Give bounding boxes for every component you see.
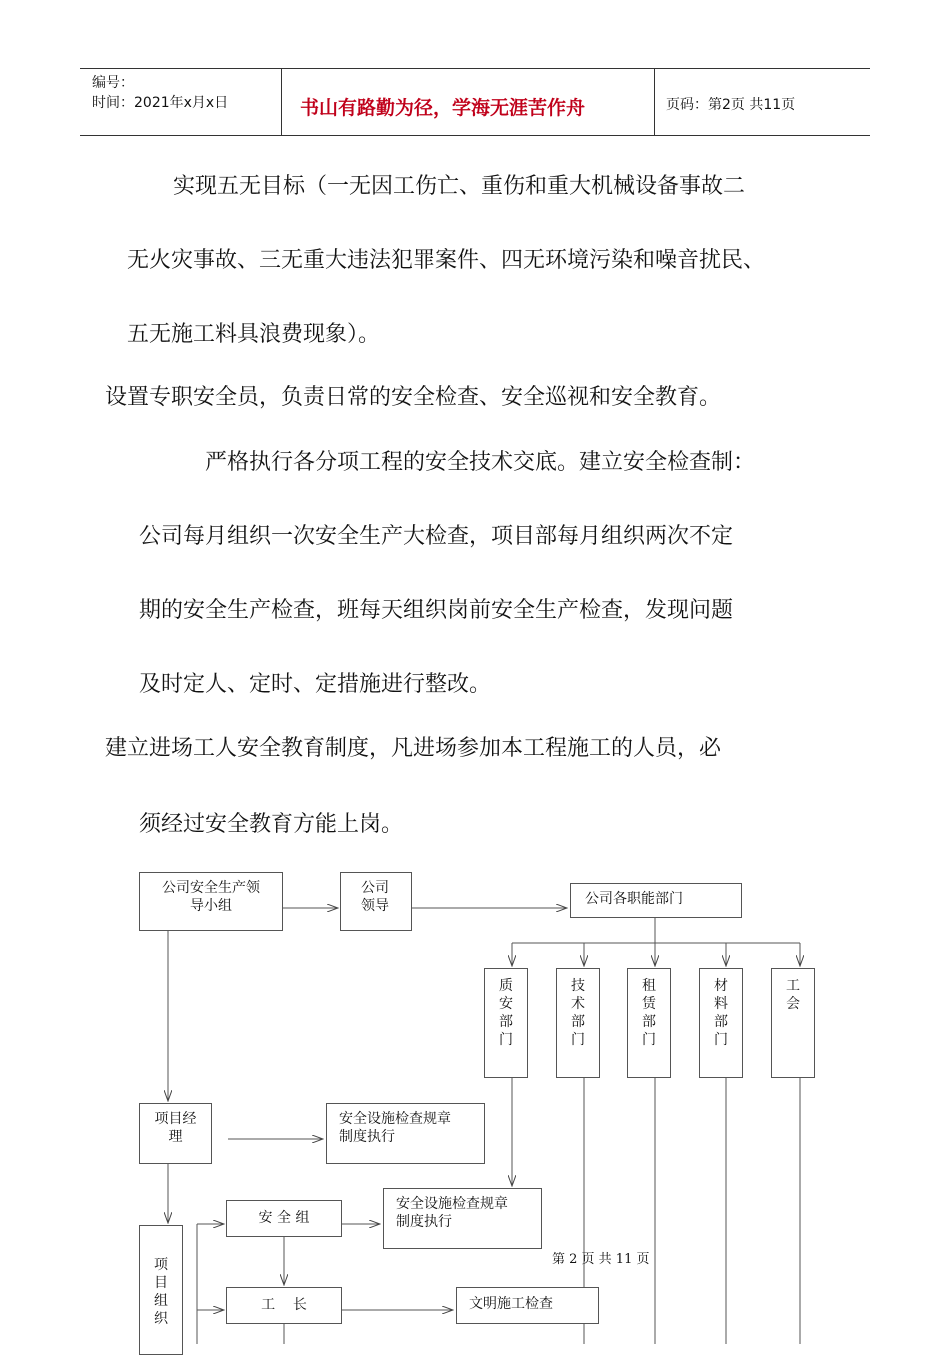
paragraph-line-4: 设置专职安全员，负责日常的安全检查、安全巡视和安全教育。 bbox=[105, 385, 722, 410]
box-materials-dept: 材 料 部 门 bbox=[699, 968, 743, 1078]
box-quality-safety-dept: 质 安 部 门 bbox=[484, 968, 528, 1078]
box-civilized-construction-check: 文明施工检查 bbox=[456, 1287, 599, 1324]
box-project-organization: 项 目 组 织 bbox=[139, 1225, 183, 1355]
box-safety-team: 安 全 组 bbox=[226, 1200, 342, 1237]
paragraph-line-7: 期的安全生产检查，班每天组织岗前安全生产检查，发现问题 bbox=[139, 598, 734, 623]
document-date: 时间：2021年x月x日 bbox=[92, 95, 229, 111]
box-leasing-dept: 租 赁 部 门 bbox=[627, 968, 671, 1078]
box-union: 工 会 bbox=[771, 968, 815, 1078]
document-number-label: 编号： bbox=[92, 75, 134, 91]
box-rules-execution-2: 安全设施检查规章 制度执行 bbox=[383, 1188, 542, 1249]
paragraph-line-5: 严格执行各分项工程的安全技术交底。建立安全检查制： bbox=[205, 450, 756, 475]
header-motto: 书山有路勤为径，学海无涯苦作舟 bbox=[300, 97, 586, 119]
box-leader-group: 公司安全生产领 导小组 bbox=[139, 872, 283, 931]
paragraph-line-1: 实现五无目标（一无因工伤亡、重伤和重大机械设备事故二 bbox=[173, 174, 746, 199]
box-functional-departments: 公司各职能部门 bbox=[570, 883, 742, 918]
box-foreman: 工 长 bbox=[226, 1287, 342, 1324]
page-info: 页码：第2页 共11页 bbox=[666, 97, 796, 113]
box-rules-execution-1: 安全设施检查规章 制度执行 bbox=[326, 1103, 485, 1164]
paragraph-line-6: 公司每月组织一次安全生产大检查，项目部每月组织两次不定 bbox=[139, 524, 734, 549]
box-project-manager: 项目经 理 bbox=[139, 1103, 212, 1164]
box-technical-dept: 技 术 部 门 bbox=[556, 968, 600, 1078]
paragraph-line-9: 建立进场工人安全教育制度，凡进场参加本工程施工的人员，必 bbox=[105, 736, 722, 761]
paragraph-line-8: 及时定人、定时、定措施进行整改。 bbox=[139, 672, 492, 697]
page-footer: 第 2 页 共 11 页 bbox=[552, 1252, 650, 1267]
paragraph-line-3: 五无施工料具浪费现象）。 bbox=[127, 322, 381, 347]
box-company-leader: 公司 领导 bbox=[340, 872, 412, 931]
paragraph-line-2: 无火灾事故、三无重大违法犯罪案件、四无环境污染和噪音扰民、 bbox=[127, 248, 766, 273]
paragraph-line-10: 须经过安全教育方能上岗。 bbox=[139, 812, 404, 837]
